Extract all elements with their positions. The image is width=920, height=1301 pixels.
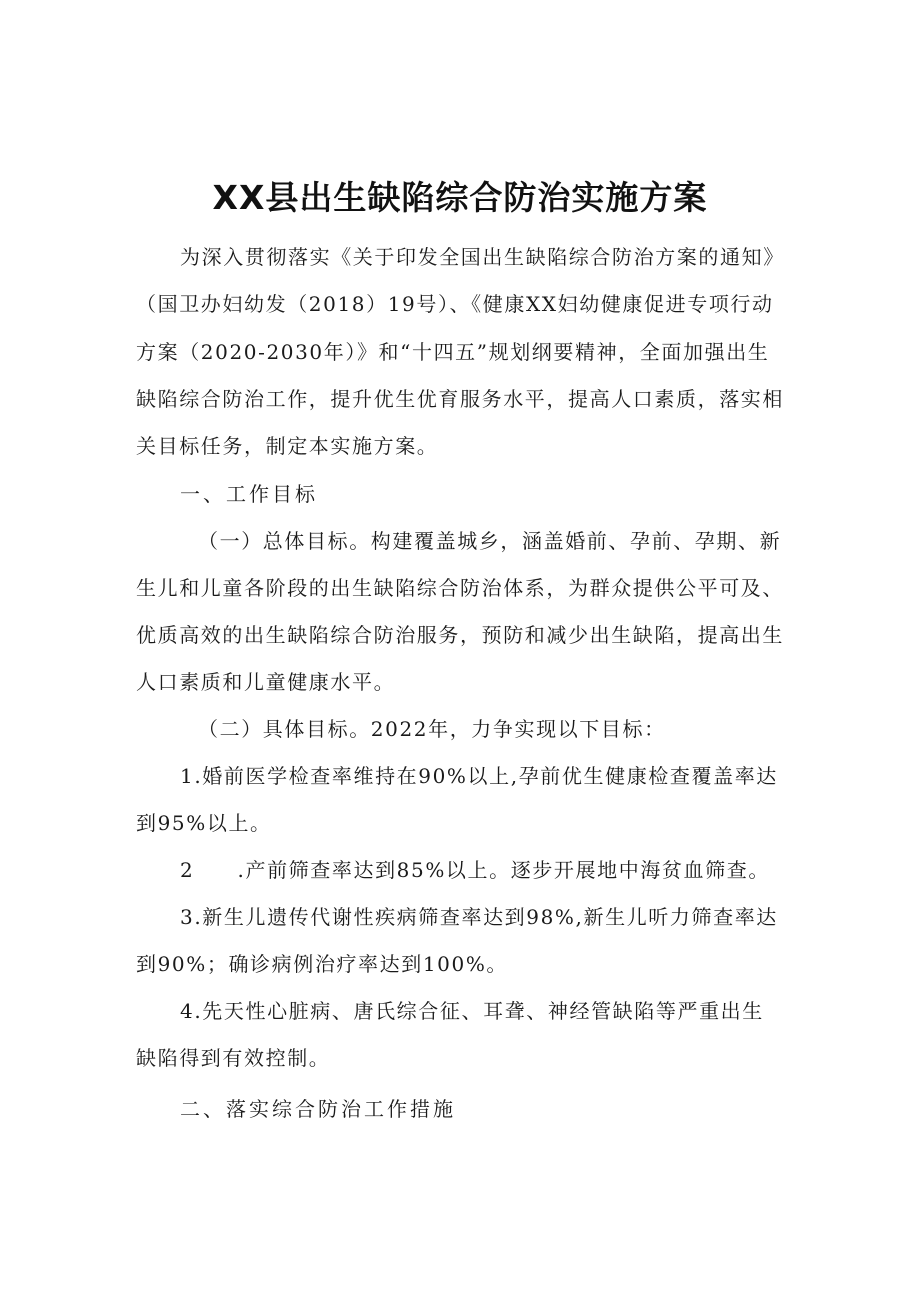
overall-goal-line-2: 生儿和儿童各阶段的出生缺陷综合防治体系，为群众提供公平可及、 — [136, 576, 784, 600]
intro-line-4: 缺陷综合防治工作，提升优生优育服务水平，提高人口素质，落实相 — [136, 387, 784, 411]
goal-item-4-line-1: 4.先天性心脏病、唐氏综合征、耳聋、神经管缺陷等严重出生 — [180, 999, 764, 1023]
goal-item-1-line-1: 1.婚前医学检查率维持在90%以上,孕前优生健康检查覆盖率达 — [180, 764, 778, 788]
goal-item-3-line-2: 到90%；确诊病例治疗率达到100%。 — [136, 952, 509, 976]
goal-item-3-line-1: 3.新生儿遗传代谢性疾病筛查率达到98%,新生儿听力筛查率达 — [180, 905, 778, 929]
specific-goal-line: （二）具体目标。2022年，力争实现以下目标： — [198, 717, 666, 741]
intro-line-2: （国卫办妇幼发（2018）19号）、《健康XX妇幼健康促进专项行动 — [136, 292, 774, 316]
section1-heading: 一、工作目标 — [180, 482, 318, 506]
overall-goal-line-4: 人口素质和儿童健康水平。 — [136, 670, 396, 694]
intro-line-3: 方案（2020-2030年）》和“十四五”规划纲要精神，全面加强出生 — [136, 340, 770, 364]
goal-item-1-line-2: 到95%以上。 — [136, 811, 272, 835]
intro-line-1: 为深入贯彻落实《关于印发全国出生缺陷综合防治方案的通知》 — [180, 245, 785, 269]
overall-goal-line-3: 优质高效的出生缺陷综合防治服务，预防和减少出生缺陷，提高出生 — [136, 623, 784, 647]
goal-item-4-line-2: 缺陷得到有效控制。 — [136, 1046, 331, 1070]
overall-goal-line-1: （一）总体目标。构建覆盖城乡，涵盖婚前、孕前、孕期、新 — [198, 529, 782, 553]
section2-heading: 二、落实综合防治工作措施 — [180, 1097, 456, 1121]
intro-line-5: 关目标任务，制定本实施方案。 — [136, 434, 439, 458]
document-title: XX县出生缺陷综合防治实施方案 — [212, 178, 708, 217]
goal-item-2: 2 .产前筛查率达到85%以上。逐步开展地中海贫血筛查。 — [180, 858, 770, 882]
